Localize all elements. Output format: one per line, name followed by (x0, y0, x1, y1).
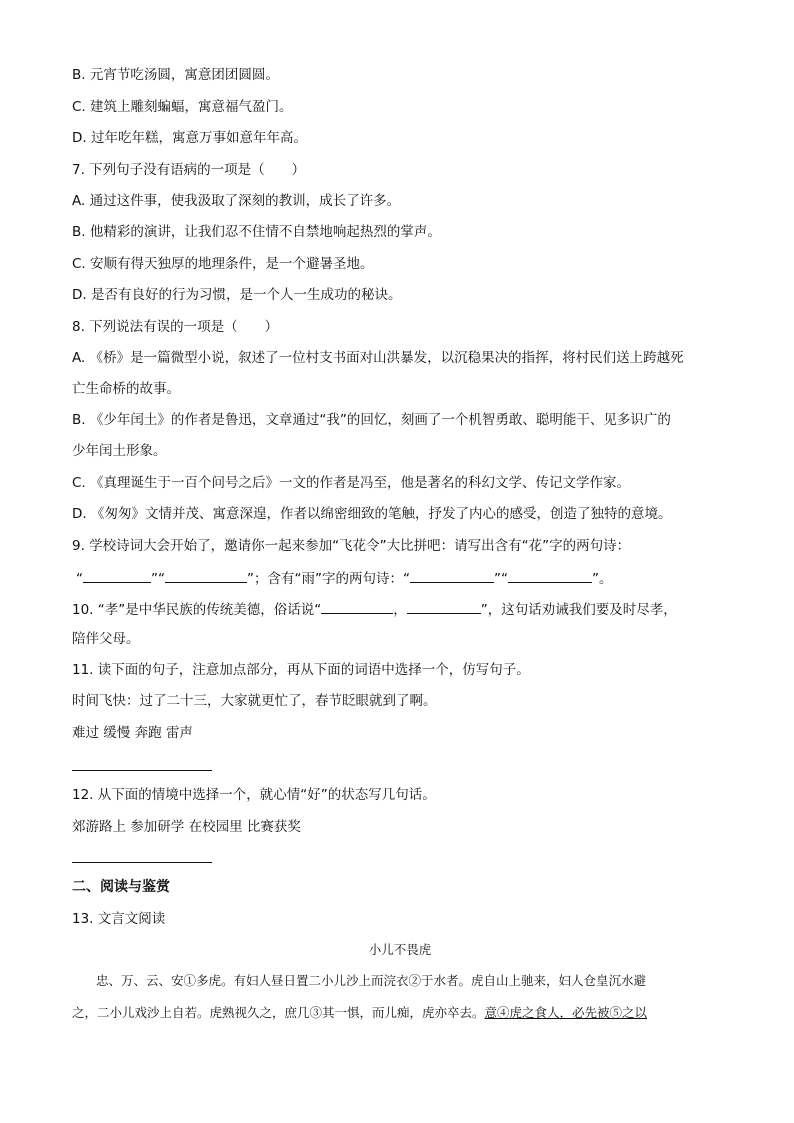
q8-option-b-line1: B. 《少年闰土》的作者是鲁迅，文章通过“我”的回忆，刻画了一个机智勇敢、聪明能干、见多识广的 (72, 412, 671, 428)
q11-answer-line[interactable] (72, 770, 212, 771)
quote-open: “ (76, 571, 83, 587)
answer-blank-saying-2[interactable] (407, 599, 481, 614)
q10-comma: ， (393, 602, 407, 618)
option-b: B. 元宵节吃汤圆，寓意团团圆圆。 (72, 67, 279, 83)
q8-option-d: D. 《匆匆》文情并茂、寓意深遑，作者以绵密细致的笔触，抒发了内心的感受，创造了独特的意境。 (72, 506, 672, 522)
quote-mid-2: ”；含有“雨”字的两句诗：“ (247, 571, 410, 587)
q11-example: 时间飞快：过了二十三，大家就更忙了，春节眨眼就到了啊。 (72, 693, 437, 709)
q7-option-b: B. 他精彩的演讲，让我们忍不住情不自禁地响起热烈的掌声。 (72, 224, 441, 240)
answer-blank-saying-1[interactable] (321, 599, 393, 614)
option-d: D. 过年吃年糕，寓意万事如意年年高。 (72, 130, 307, 146)
q10-suffix: ”，这句话劝诫我们要及时尽孝， (480, 602, 677, 618)
quote-mid-1: ”“ (151, 571, 165, 587)
question-9: 9. 学校诗词大会开始了，邀请你一起来参加“飞花令”大比拼吧：请写出含有“花”字的两句诗： (72, 538, 631, 554)
question-10-line2: 陪伴父母。 (72, 631, 140, 647)
q12-answer-line[interactable] (72, 862, 212, 863)
q7-option-c: C. 安顺有得天独厚的地理条件，是一个避暑圣地。 (72, 256, 374, 272)
q8-option-b-line2: 少年闰土形象。 (72, 443, 167, 459)
q10-prefix: 10. “孝”是中华民族的传统美德，俗话说“ (72, 602, 322, 618)
q8-option-c: C. 《真理诞生于一百个问号之后》一文的作者是冯至，他是著名的科幻文学、传记文学作家。 (72, 475, 631, 491)
q9-answer-line (76, 568, 612, 588)
q7-option-d: D. 是否有良好的行为习惯，是一个人一生成功的秘诀。 (72, 287, 402, 303)
passage-title: 小儿不畏虎 (368, 942, 432, 957)
passage-paragraph-line2 (72, 1004, 647, 1022)
answer-blank-rain-2[interactable] (508, 568, 592, 583)
q12-options: 郊游路上 参加研学 在校园里 比赛获奖 (72, 819, 301, 835)
answer-blank-flower-2[interactable] (165, 568, 247, 583)
option-c: C. 建筑上雕刻蝙蝠，寓意福气盈门。 (72, 99, 293, 115)
passage-paragraph-line1: 忠、万、云、安①多虎。有妇人昼日置二小儿沙上而浣衣②于水者。虎自山上驰来，妇人仓皇沉水避 (96, 973, 647, 988)
q8-option-a-line2: 亡生命桥的故事。 (72, 381, 180, 397)
quote-close: ”。 (591, 571, 613, 587)
question-10 (72, 599, 677, 619)
section-heading-reading: 二、阅读与鉴赏 (72, 879, 170, 895)
q8-option-a-line1: A. 《桥》是一篇微型小说，叙述了一位村支书面对山洪暴发，以沉稳果决的指挥，将村民们送上跨越死 (72, 350, 684, 366)
question-12: 12. 从下面的情境中选择一个，就心情“好”的状态写几句话。 (72, 787, 436, 803)
question-11: 11. 读下面的句子，注意加点部分，再从下面的词语中选择一个，仿写句子。 (72, 662, 530, 678)
q7-option-a: A. 通过这件事，使我汲取了深刻的教训，成长了许多。 (72, 193, 401, 209)
question-8: 8. 下列说法有误的一项是（ ） (72, 319, 279, 335)
question-7: 7. 下列句子没有语病的一项是（ ） (72, 162, 306, 178)
q11-words: 难过 缓慢 奔跑 雷声 (72, 725, 193, 741)
passage-underlined-text: 意④虎之食人，必先被⑤之以 (484, 1005, 648, 1020)
quote-mid-3: ”“ (493, 571, 508, 587)
answer-blank-flower-1[interactable] (83, 568, 151, 583)
question-13: 13. 文言文阅读 (72, 911, 166, 927)
passage-text: 之，二小儿戏沙上自若。虎熟视久之，庶几③其一惧，而儿痴，虎亦卒去。 (72, 1005, 485, 1020)
answer-blank-rain-1[interactable] (410, 568, 494, 583)
